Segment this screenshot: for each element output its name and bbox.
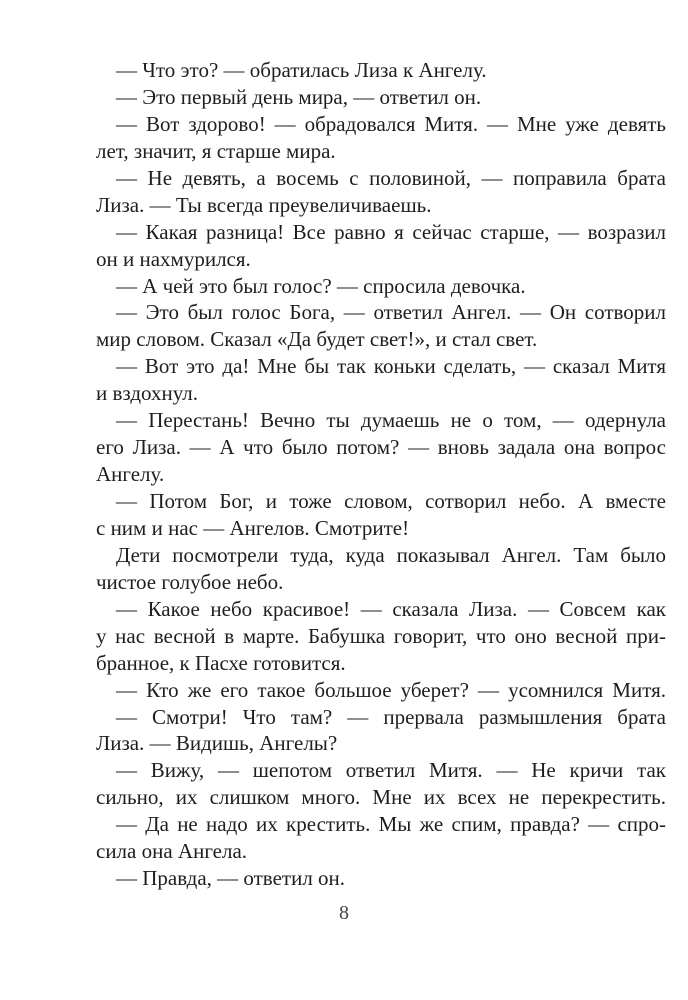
text-line: — Вот здорово! — обрадовался Митя. — Мне уже девять (116, 111, 666, 136)
text-line: — Смотри! Что там? — прервала размышления брата (116, 704, 666, 729)
text-line: Лиза. — Видишь, Ангелы? (96, 731, 338, 756)
text-line: — Это был голос Бога, — ответил Ангел. — Он сотворил (116, 300, 666, 325)
text-line: — Какая разница! Все равно я сейчас старше, — возразил (116, 219, 666, 244)
text-line: Ангелу. (96, 462, 165, 487)
text-line: и вздохнул. (96, 381, 199, 406)
text-line: мир словом. Сказал «Да будет свет!», и стал свет. (96, 327, 538, 352)
text-line: — Вижу, — шепотом ответил Митя. — Не кричи так (116, 758, 666, 783)
text-line: — Кто же его такое большое уберет? — усомнился Митя. (116, 677, 666, 702)
text-line: — Перестань! Вечно ты думаешь не о том, — одернула (116, 408, 666, 433)
book-page-text (96, 57, 666, 892)
text-line: — Это первый день мира, — ответил он. (116, 84, 482, 109)
text-line: сила она Ангела. (96, 839, 248, 864)
text-line: Лиза. — Ты всегда преувеличиваешь. (96, 192, 432, 217)
text-line: — Потом Бог, и тоже словом, сотворил небо. А вместе (116, 489, 666, 513)
text-line: бранное, к Пасхе готовится. (96, 650, 346, 675)
text-line: — А чей это был голос? — спросила девочка. (116, 273, 526, 298)
text-line: он и нахмурился. (96, 246, 251, 271)
text-line: у нас весной в марте. Бабушка говорит, что оно весной при- (96, 623, 666, 648)
text-line: с ним и нас — Ангелов. Смотрите! (96, 515, 410, 540)
text-line: — Какое небо красивое! — сказала Лиза. — Совсем как (116, 596, 666, 621)
text-line: чистое голубое небо. (96, 569, 284, 594)
text-line: его Лиза. — А что было потом? — вновь задала она вопрос (96, 435, 666, 460)
text-line: — Да не надо их крестить. Мы же спим, правда? — спро- (116, 812, 666, 837)
page-number: 8 (339, 902, 349, 924)
text-line: — Что это? — обратилась Лиза к Ангелу. (116, 58, 487, 82)
text-line: — Правда, — ответил он. (116, 866, 346, 891)
text-line: — Не девять, а восемь с половиной, — поправила брата (116, 165, 666, 190)
text-line: — Вот это да! Мне бы так коньки сделать, — сказал Митя (116, 354, 666, 379)
text-line: лет, значит, я старше мира. (96, 138, 336, 163)
text-line: сильно, их слишком много. Мне их всех не перекрестить. (96, 785, 666, 810)
text-line: Дети посмотрели туда, куда показывал Ангел. Там было (116, 542, 666, 567)
